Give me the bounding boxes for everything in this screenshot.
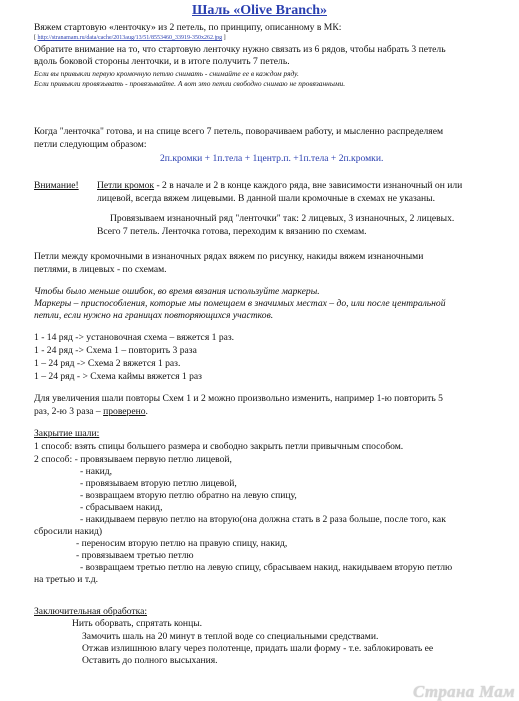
closing-step: - сбрасываем накид, xyxy=(80,502,163,513)
closing-way-1: 1 способ: взять спицы большего размера и свободно закрыть петли привычным способом. xyxy=(34,441,404,452)
closing-step: - возвращаем третью петлю на левую спицу, сбрасываем накид, накидываем вторую петлю xyxy=(80,562,453,573)
enlarge-line-2-text: раз, 2-ю 3 раза – xyxy=(34,406,104,417)
attention-line-1-rest: - 2 в начале и 2 в конце каждого ряда, вне зависимости изнаночный он или xyxy=(154,180,463,191)
markers-line-1: Чтобы было меньше ошибок, во время вязания используйте маркеры. xyxy=(34,286,320,297)
closing-step: - провязываем третью петлю xyxy=(76,550,194,561)
para2-line-2: петлями, в лицевых - по схемам. xyxy=(34,264,167,275)
final-line: Нить оборвать, спрятать концы. xyxy=(72,618,203,629)
closing-step: - накид, xyxy=(80,466,113,477)
link-bracket-close: ] xyxy=(223,35,226,41)
note-small-2: Если привыкли провязывать - провязывайте. А вот это петли свободно снимаю не провязанными. xyxy=(34,79,346,88)
para1-line-2: петли следующим образом: xyxy=(34,139,147,150)
markers-line-2: Маркеры – приспособления, которые мы помещаем в значимых местах – до, или после центральной xyxy=(34,298,446,309)
row-step: 1 - 14 ряд -> установочная схема – вяжется 1 раз. xyxy=(34,332,235,343)
intro-line: Вяжем стартовую «ленточку» из 2 петель, по принципу, описанному в МК: xyxy=(34,22,342,33)
attention-line-4: Всего 7 петель. Ленточка готова, переходим к вязанию по схемам. xyxy=(97,226,367,237)
row-step: 1 – 24 ряд -> Схема 2 вяжется 1 раз. xyxy=(34,358,181,369)
enlarge-line-2 xyxy=(34,406,148,418)
source-link[interactable]: http://stranamam.ru/data/cache/2013aug/13/51/8553460_33919-350x262.jpg xyxy=(37,35,223,41)
attention-line-1 xyxy=(97,180,462,192)
verified-word: проверено xyxy=(103,406,146,417)
enlarge-line-2-end: . xyxy=(145,406,148,417)
page-title: Шаль «Olive Branch» xyxy=(192,3,327,18)
closing-way-2: 2 способ: - провязываем первую петлю лицевой, xyxy=(34,454,232,465)
closing-step: - накидываем первую петлю на вторую(она должна стать в 2 раза больше, после того, как xyxy=(80,514,446,525)
closing-step: - провязываем вторую петлю лицевой, xyxy=(80,478,237,489)
final-line: Замочить шаль на 20 минут в теплой воде со специальными средствами. xyxy=(82,631,379,642)
link-bracket-open: [ xyxy=(34,35,36,41)
final-line: Оставить до полного высыхания. xyxy=(82,655,218,666)
final-line: Отжав излишнюю влагу через полотенце, придать шали форму - т.е. заблокировать ее xyxy=(82,643,434,654)
note-line-1: Обратите внимание на то, что стартовую ленточку нужно связать из 6 рядов, чтобы набрать 3 петель xyxy=(34,44,446,55)
row-step: 1 – 24 ряд - > Схема каймы вяжется 1 раз xyxy=(34,371,202,382)
row-step: 1 - 24 ряд -> Схема 1 – повторить 3 раза xyxy=(34,345,197,356)
note-line-2: вдоль боковой стороны ленточки, и в итоге получить 7 петель. xyxy=(34,56,290,67)
para2-line-1: Петли между кромочными в изнаночных рядах вяжем по рисунку, накиды вяжем изнаночными xyxy=(34,251,424,262)
closing-step-cont: на третью и т.д. xyxy=(34,574,98,585)
attention-line-2: лицевой, всегда вяжем лицевыми. В данной шали кромочные в схемах не указаны. xyxy=(97,193,436,204)
watermark-logo: Страна Мам xyxy=(412,682,515,701)
source-link-row xyxy=(34,34,226,42)
final-heading: Заключительная обработка: xyxy=(34,606,148,617)
closing-step-cont: сбросили накид) xyxy=(34,526,103,537)
note-small-1: Если вы привыкли первую кромочную петлю снимать - снимайте ее в каждом ряду. xyxy=(34,69,299,78)
closing-heading: Закрытие шали: xyxy=(34,428,100,439)
enlarge-line-1: Для увеличения шали повторы Схем 1 и 2 можно произвольно изменить, например 1-ю повторить 5 xyxy=(34,393,443,404)
para1-line-1: Когда "ленточка" готова, и на спице всего 7 петель, поворачиваем работу, и мысленно распределяем xyxy=(34,126,444,137)
closing-step: - возвращаем вторую петлю обратно на левую спицу, xyxy=(80,490,297,501)
closing-step: - переносим вторую петлю на правую спицу, накид, xyxy=(76,538,288,549)
stitch-formula: 2п.кромки + 1п.тела + 1центр.п. +1п.тела + 2п.кромки. xyxy=(160,153,384,164)
attention-head: Петли кромок xyxy=(97,180,155,191)
attention-label: Внимание! xyxy=(34,180,79,191)
markers-line-3: петли, если нужно на границах повторяющихся участков. xyxy=(34,310,274,321)
attention-line-3: Провязываем изнаночный ряд "ленточки" так: 2 лицевых, 3 изнаночных, 2 лицевых. xyxy=(110,213,455,224)
